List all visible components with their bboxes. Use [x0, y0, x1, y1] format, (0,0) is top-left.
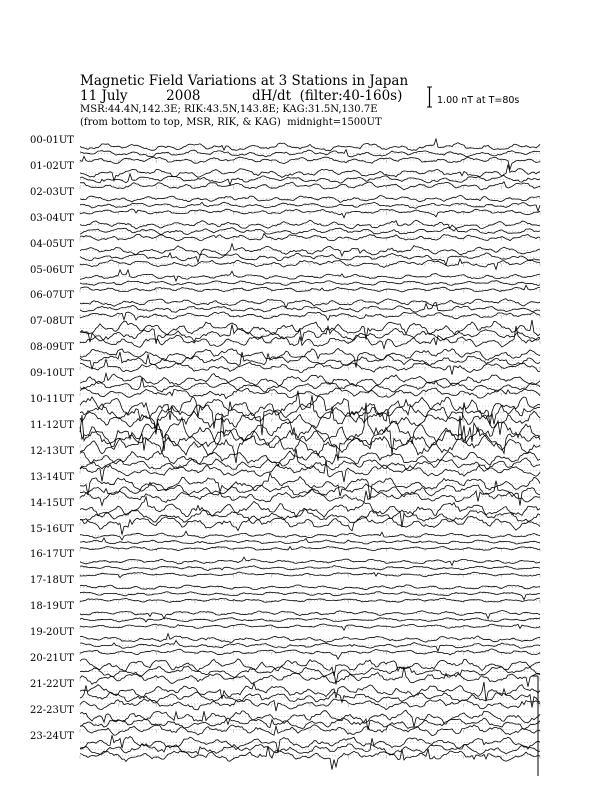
hour-label: 14-15UT: [30, 497, 74, 509]
midnight-note: midnight=1500UT: [287, 117, 382, 128]
hour-label: 02-03UT: [30, 186, 74, 198]
hour-label: 11-12UT: [30, 419, 74, 431]
station-coordinates: MSR:44.4N,142.3E; RIK:43.5N,143.8E; KAG:31.5N,130.7E: [80, 104, 378, 115]
trace-kag-row: [80, 659, 540, 676]
trace-kag-row: [80, 373, 540, 385]
right-edge-scale-icon: [532, 676, 538, 776]
hour-label: 22-23UT: [30, 704, 74, 716]
hour-label: 03-04UT: [30, 212, 74, 224]
hour-label: 21-22UT: [30, 678, 74, 690]
hour-label: 18-19UT: [30, 601, 74, 613]
hour-label: 08-09UT: [30, 342, 74, 354]
date-day: 11 July: [80, 88, 128, 104]
trace-rik-row: [80, 538, 540, 544]
trace-kag-row: [80, 735, 540, 753]
trace-kag-row: [80, 634, 540, 643]
hour-label: 05-06UT: [30, 264, 74, 276]
trace-kag-row: [80, 531, 540, 540]
order-note: (from bottom to top, MSR, RIK, & KAG): [80, 117, 281, 128]
trace-rik-row: [80, 202, 540, 211]
trace-rik-row: [80, 738, 540, 755]
trace-rik-row: [80, 666, 540, 684]
hour-label: 10-11UT: [30, 394, 74, 405]
trace-kag-row: [80, 710, 540, 727]
trace-kag-row: [80, 682, 540, 701]
trace-rik-row: [80, 641, 540, 652]
hour-label: 16-17UT: [30, 549, 74, 561]
filter-label: (filter:40-160s): [299, 88, 403, 104]
hour-label: 07-08UT: [30, 316, 74, 328]
trace-kag-row: [80, 497, 540, 527]
hour-label: 23-24UT: [30, 730, 74, 742]
trace-layer: [80, 139, 540, 770]
trace-msr-row: [80, 326, 540, 349]
trace-rik-row: [80, 150, 540, 157]
trace-kag-row: [80, 299, 540, 308]
hour-label: 13-14UT: [30, 471, 74, 483]
chart-title: Magnetic Field Variations at 3 Stations in Japan: [80, 73, 409, 89]
trace-rik-row: [80, 325, 540, 344]
trace-kag-row: [80, 611, 540, 619]
hour-label: 04-05UT: [30, 238, 74, 250]
hour-label: 20-21UT: [30, 653, 74, 664]
trace-kag-row: [80, 270, 540, 281]
trace-kag-row: [80, 557, 540, 565]
hour-label: 09-10UT: [30, 368, 74, 380]
trace-kag-row: [80, 244, 540, 256]
trace-kag-row: [80, 220, 540, 229]
hour-label: 12-13UT: [30, 445, 74, 457]
hour-label: 01-02UT: [30, 160, 74, 172]
station-order-note: [80, 117, 382, 128]
quantity-label: dH/dt: [252, 88, 292, 104]
scale-bar-icon: [427, 87, 432, 107]
trace-rik-row: [80, 592, 540, 600]
chart-subtitle: [80, 88, 402, 104]
trace-rik-row: [80, 281, 540, 286]
trace-rik-row: [80, 378, 540, 393]
hour-label: 17-18UT: [30, 575, 74, 587]
trace-kag-row: [80, 139, 540, 151]
hour-label: 19-20UT: [30, 627, 74, 639]
trace-rik-row: [80, 227, 540, 234]
hour-label: 06-07UT: [30, 290, 74, 302]
trace-rik-row: [80, 302, 540, 312]
trace-rik-row: [80, 352, 540, 369]
scale-label: 1.00 nT at T=80s: [437, 95, 520, 106]
hour-label: 00-01UT: [30, 135, 74, 146]
hour-label: 15-16UT: [30, 523, 74, 535]
date-year: 2008: [166, 88, 201, 104]
